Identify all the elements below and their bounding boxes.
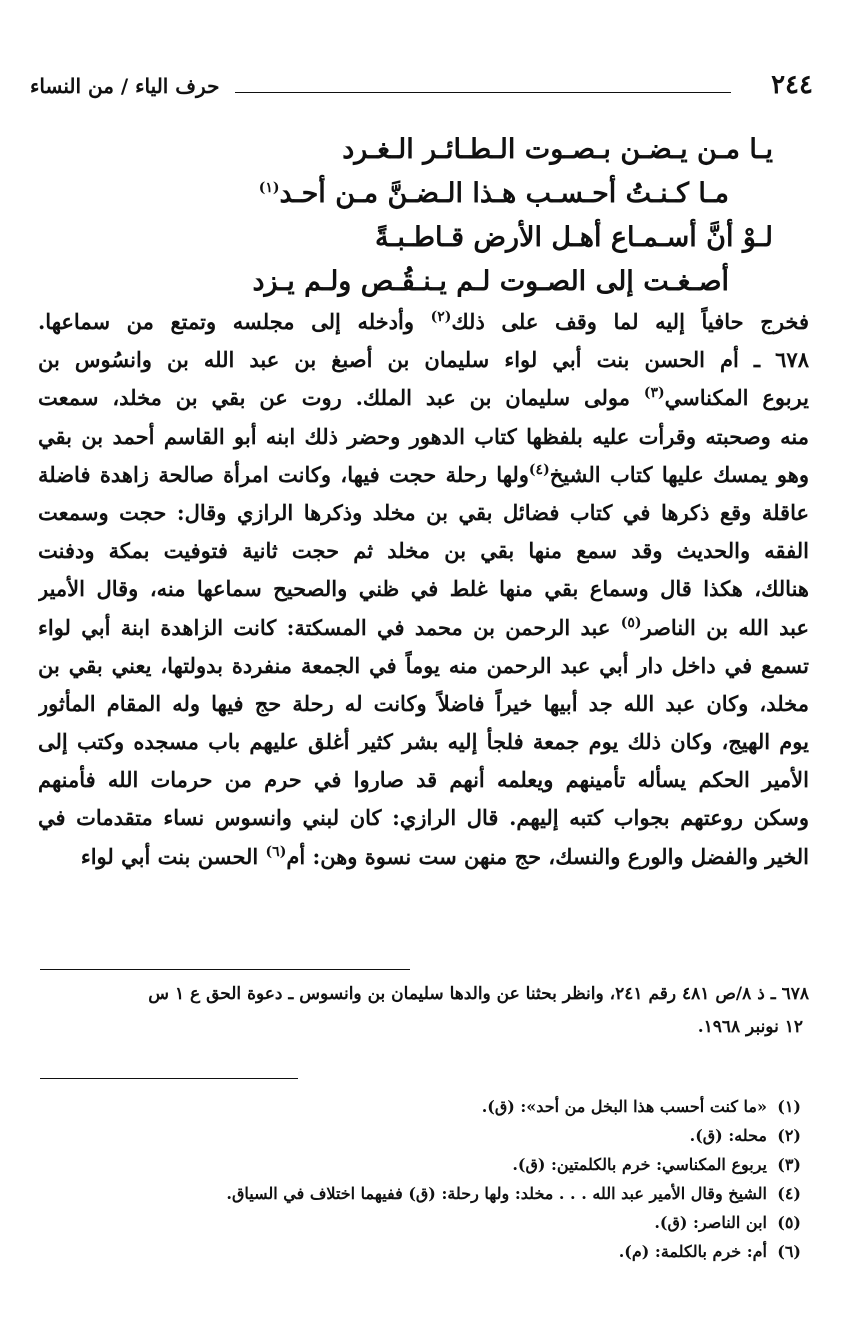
footnote: (٤)الشيخ وقال الأمير عبد الله . . . مخلد: ولها رحلة: (ق) ففيهما اختلاف في السياق. — [226, 1184, 801, 1203]
body-line: يربوع المكناسي$^{(٣)}$ مولى سليمان بن عبد الملك. روت عن بقي بن مخلد، سمعت — [38, 385, 809, 411]
body-line: عاقلة وقع ذكرها في كتاب فضائل بقي بن مخلد وذكرها الرازي وقال: حجت وسمعت — [38, 499, 809, 525]
footnote-ref: (٦) — [265, 843, 287, 860]
footnote-ref: (٥) — [620, 614, 642, 631]
body-line: الخير والفضل والورع والنسك، حج منهن ست نسوة وهن: أم$^{(٦)}$ الحسن بنت أبي لواء — [80, 843, 809, 869]
body-line: فخرج حافياً إليه لما وقف على ذلك$^{(٢)}$ وأدخله إلى مجلسه وتمتع من سماعها. — [38, 309, 809, 334]
body-line: منه وصحبته وقرأت عليه بلفظها كتاب الدهور وحضر ذلك ابنه أبو القاسم أحمد بن بقي — [38, 423, 809, 449]
footnote-ref: (٢) — [430, 309, 452, 325]
footnote-ref: (٣) — [643, 385, 665, 402]
body-line: مخلد، وكان عبد الله جد أبيها خيراً فاضلاً وكانت له رحلة حج فيها وله المقام المأثور — [38, 690, 809, 716]
body-line: الفقه والحديث وقد سمع منها بقي بن مخلد ثم حجت ثانية فتوفيت بمكة ودفنت — [38, 538, 809, 564]
poem-verse: لـوْ أنَّ أسـمـاع أهـل الأرض قـاطـبـةً — [375, 222, 773, 253]
note-line: ٦٧٨ ـ ذ ٨/ص ٤٨١ رقم ٢٤١، وانظر بحثنا عن والدها سليمان بن وانسوس ـ دعوة الحق ع ١ س — [148, 984, 809, 1004]
footnote: (٢)محله: (ق). — [689, 1126, 801, 1145]
body-line: عبد الله بن الناصر$^{(٥)}$ عبد الرحمن بن محمد في المسكتة: كانت الزاهدة ابنة أبي لواء — [38, 614, 809, 640]
footnotes-rule — [40, 1078, 298, 1079]
running-title: حرف الياء / من النساء — [30, 74, 220, 98]
body-line: الأمير الحكم يسأله تأمينهم ويعلمه أنهم قد صاروا في حرم من حرمات الله فأمنهم — [38, 767, 809, 793]
poem-verse: مـا كـنـتُ أحـسـب هـذا الـضـنَّ مـن أحـد$^{(١)}$ — [258, 178, 729, 209]
footnote: (٣)يربوع المكناسي: خرم بالكلمتين: (ق). — [512, 1155, 801, 1174]
body-line: ٦٧٨ ـ أم الحسن بنت أبي لواء سليمان بن أصبغ بن عبد الله بن وانسُوس بن — [38, 347, 809, 373]
poem-verse: أصـغـت إلى الصـوت لـم يـنـقُـص ولـم يـزد — [252, 266, 729, 297]
body-line: تسمع في داخل دار أبي عبد الرحمن منه يوماً في الجمعة منفردة بدولتها، يعني بقي بن — [38, 652, 809, 678]
footnote: (١)«ما كنت أحسب هذا البخل من أحد»: (ق). — [481, 1097, 801, 1116]
body-line: وسكن روعتهم بجواب كتبه إليهم. قال الرازي: كان لبني وانسوس نساء متقدمات في — [38, 805, 809, 831]
poem-verse: يـا مـن يـضـن بـصـوت الـطـائـر الـغـرد — [342, 134, 773, 165]
footnote-ref: (٤) — [528, 461, 550, 478]
note-line: ١٢ نونبر ١٩٦٨. — [697, 1017, 803, 1037]
header-rule — [235, 92, 731, 93]
footnotes — [40, 1092, 801, 1266]
body-text — [38, 303, 809, 876]
entry-note — [40, 978, 809, 1044]
body-line: هنالك، هكذا قال وسماع بقي منها غلط في ظني والصحيح سماعها منه، وقال الأمير — [38, 576, 809, 602]
page-header — [30, 66, 813, 106]
poem — [80, 128, 773, 304]
page-number: ٢٤٤ — [771, 70, 813, 100]
footnote: (٦)أم: خرم بالكلمة: (م). — [618, 1242, 801, 1261]
body-line: يوم الهيج، وكان ذلك يوم جمعة فلجأ إليه بشر كثير أغلق عليهم باب مسجده وكتب إلى — [38, 729, 809, 755]
notes-rule — [40, 969, 410, 970]
body-line: وهو يمسك عليها كتاب الشيخ$^{(٤)}$ولها رحلة حجت فيها، وكانت امرأة صالحة زاهدة فاضلة — [38, 461, 809, 487]
footnote: (٥)ابن الناصر: (ق). — [654, 1213, 801, 1232]
footnote-ref: (١) — [258, 180, 280, 196]
